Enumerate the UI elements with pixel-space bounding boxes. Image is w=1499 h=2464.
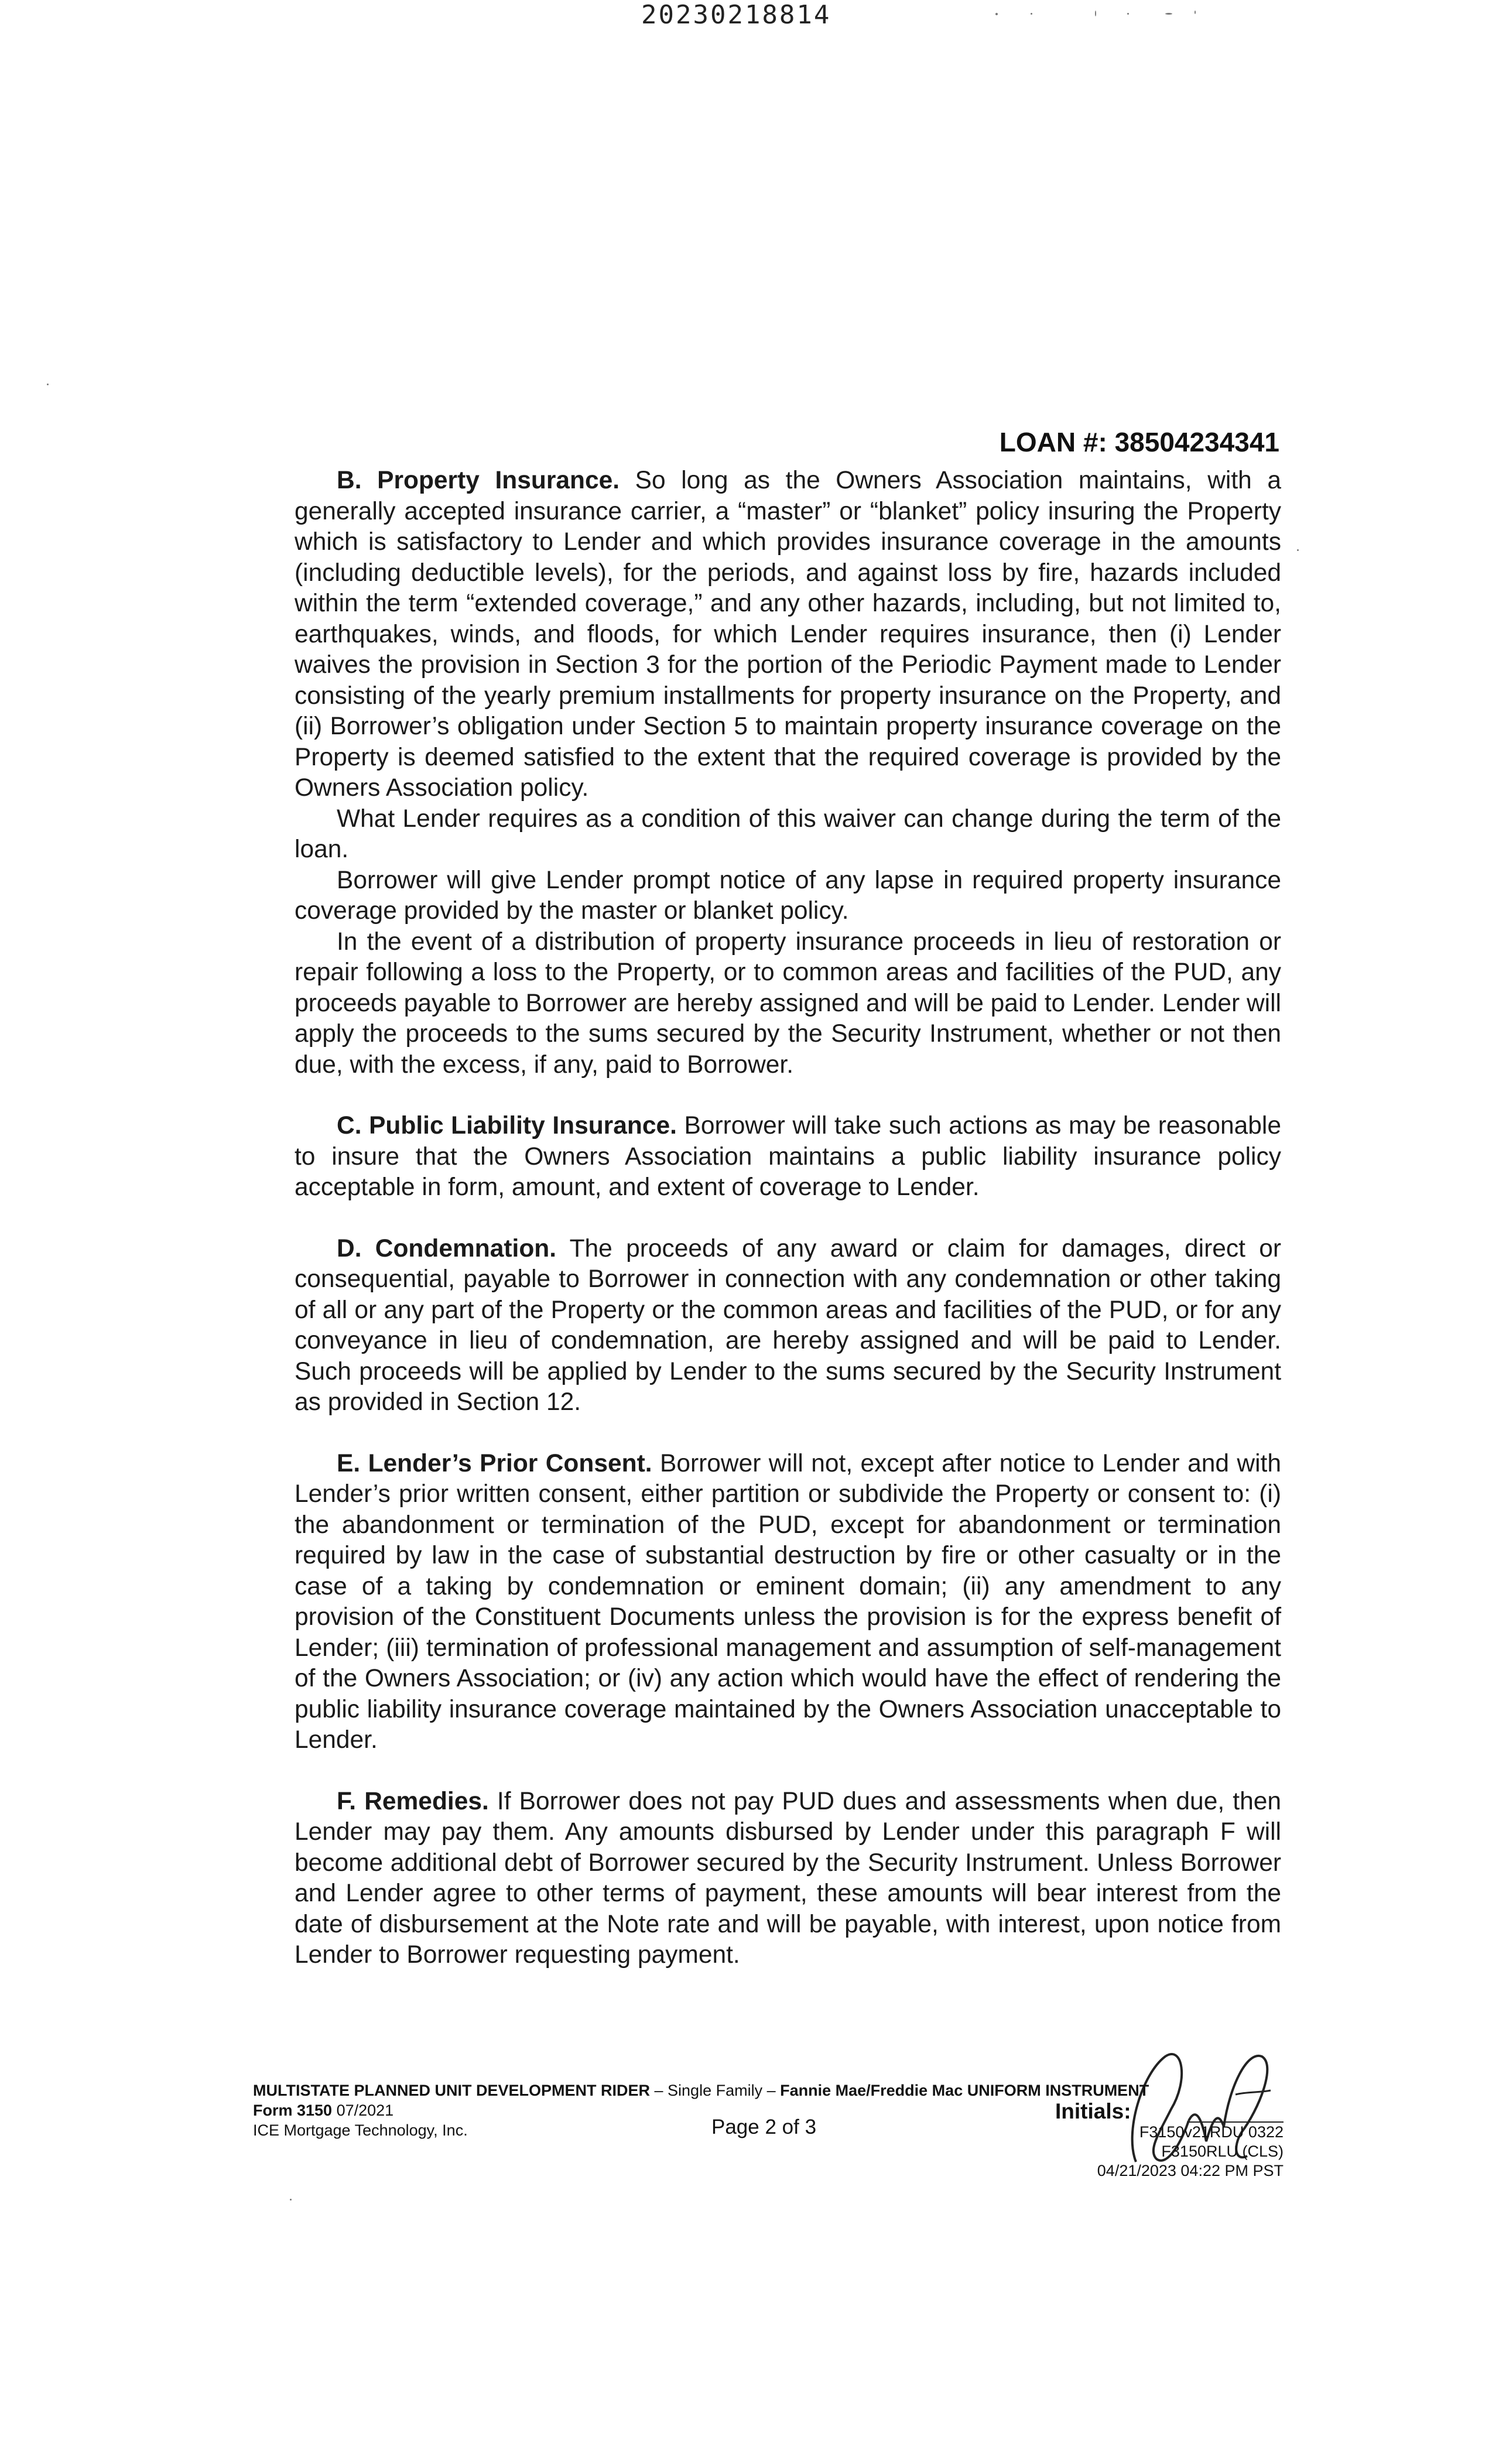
initials-label: Initials: bbox=[1055, 2099, 1131, 2123]
section-f-paragraph bbox=[295, 1787, 1281, 1971]
form-codes bbox=[1097, 2123, 1284, 2181]
footer-title-bold: MULTISTATE PLANNED UNIT DEVELOPMENT RIDER bbox=[253, 2082, 650, 2099]
company-name: ICE Mortgage Technology, Inc. bbox=[253, 2121, 468, 2139]
rider-body bbox=[295, 466, 1281, 1971]
section-c-heading: C. Public Liability Insurance. bbox=[337, 1112, 677, 1139]
scan-mark bbox=[1031, 13, 1032, 15]
section-c-paragraph bbox=[295, 1111, 1281, 1203]
section-e-paragraph bbox=[295, 1449, 1281, 1756]
scan-mark bbox=[1195, 11, 1196, 14]
scan-mark bbox=[290, 2199, 292, 2201]
section-d-paragraph bbox=[295, 1234, 1281, 1418]
footer-title-bold-2: Fannie Mae/Freddie Mac UNIFORM INSTRUMENT bbox=[780, 2082, 1149, 2099]
form-code-1: F3150v21RDU 0322 bbox=[1139, 2123, 1284, 2141]
scan-mark bbox=[1165, 13, 1172, 15]
section-d-heading: D. Condemnation. bbox=[337, 1234, 557, 1262]
footer-title-normal: Single Family bbox=[668, 2082, 763, 2099]
recording-number: 20230218814 bbox=[641, 0, 831, 30]
form-label: Form 3150 bbox=[253, 2102, 333, 2119]
form-footer bbox=[253, 2082, 1284, 2179]
form-date: 07/2021 bbox=[332, 2102, 394, 2119]
section-d-text: The proceeds of any award or claim for damages, direct or consequential, payable to Borrower in connection with any condemnation or other taking of all or any part of the Property or the common areas and facilities of the PUD, or for any conveyance in lieu of condemnation, are hereby assigned and will be paid to Lender. Such proceeds will be applied by Lender to the sums secured by the Security Instrument as provided in Section 12. bbox=[295, 1234, 1281, 1416]
page-number: Page 2 of 3 bbox=[711, 2116, 817, 2138]
section-b-paragraph-3: Borrower will give Lender prompt notice of any lapse in required property insurance coverage provided by the master or blanket policy. bbox=[295, 866, 1281, 925]
scan-mark bbox=[47, 384, 49, 385]
scan-mark bbox=[1127, 13, 1129, 15]
scan-mark bbox=[1095, 11, 1096, 16]
section-b-heading: B. Property Insurance. bbox=[337, 467, 620, 494]
section-b-paragraph bbox=[295, 466, 1281, 804]
section-c-text: Borrower will take such actions as may be reasonable to insure that the Owners Association maintains a public liability insurance policy acceptable in form, amount, and extent of coverage to Lender. bbox=[295, 1112, 1281, 1201]
print-timestamp: 04/21/2023 04:22 PM PST bbox=[1097, 2162, 1284, 2179]
form-number bbox=[253, 2102, 393, 2120]
section-b-paragraph-2: What Lender requires as a condition of this waiver can change during the term of the loan. bbox=[295, 805, 1281, 863]
section-e-text: Borrower will not, except after notice to Lender and with Lender’s prior written consent, either partition or subdivide the Property or consent to: (i) the abandonment or termination of the PUD, except for abandonment or termination required by law in the case of substantial destruction by fire or other casualty or in the case of a taking by condemnation or eminent domain; (ii) any amendment to any provision of the Constituent Documents unless the provision is for the express benefit of Lender; (iii) termination of professional management and assumption of self-management of the Owners Association; or (iv) any action which would have the effect of rendering the public liability insurance coverage maintained by the Owners Association unacceptable to Lender. bbox=[295, 1449, 1281, 1754]
footer-title bbox=[253, 2082, 1149, 2100]
scan-mark bbox=[995, 13, 998, 15]
section-f-text: If Borrower does not pay PUD dues and assessments when due, then Lender may pay them. Any amounts disbursed by Lender under this paragraph F will become additional debt of Borrower secured by the Security Instrument. Unless Borrower and Lender agree to other terms of payment, these amounts will bear interest from the date of disbursement at the Note rate and will be payable, with interest, upon notice from Lender to Borrower requesting payment. bbox=[295, 1787, 1281, 1969]
scan-mark bbox=[1297, 549, 1299, 551]
section-e-heading: E. Lender’s Prior Consent. bbox=[337, 1449, 652, 1477]
loan-number: LOAN #: 38504234341 bbox=[999, 427, 1279, 457]
section-b-text: So long as the Owners Association maintains, with a generally accepted insurance carrier, a “master” or “blanket” policy insuring the Property which is satisfactory to Lender and which provides insurance coverage in the amounts (including deductible levels), for the periods, and against loss by fire, hazards included within the term “extended coverage,” and any other hazards, including, but not limited to, earthquakes, winds, and floods, for which Lender requires insurance, then (i) Lender waives the provision in Section 3 for the portion of the Periodic Payment made to Lender consisting of the yearly premium installments for property insurance on the Property, and (ii) Borrower’s obligation under Section 5 to maintain property insurance coverage on the Property is deemed satisfied to the extent that the required coverage is provided by the Owners Association policy. bbox=[295, 467, 1281, 802]
section-f-heading: F. Remedies. bbox=[337, 1787, 489, 1815]
footer-title-separator: – bbox=[650, 2082, 668, 2099]
footer-title-separator-2: – bbox=[762, 2082, 781, 2099]
section-b-paragraph-4: In the event of a distribution of property insurance proceeds in lieu of restoration or repair following a loss to the Property, or to common areas and facilities of the PUD, any proceeds payable to Borrower are hereby assigned and will be paid to Lender. Lender will apply the proceeds to the sums secured by the Security Instrument, whether or not then due, with the excess, if any, paid to Borrower. bbox=[295, 928, 1281, 1079]
form-code-2: F3150RLU (CLS) bbox=[1161, 2143, 1284, 2160]
